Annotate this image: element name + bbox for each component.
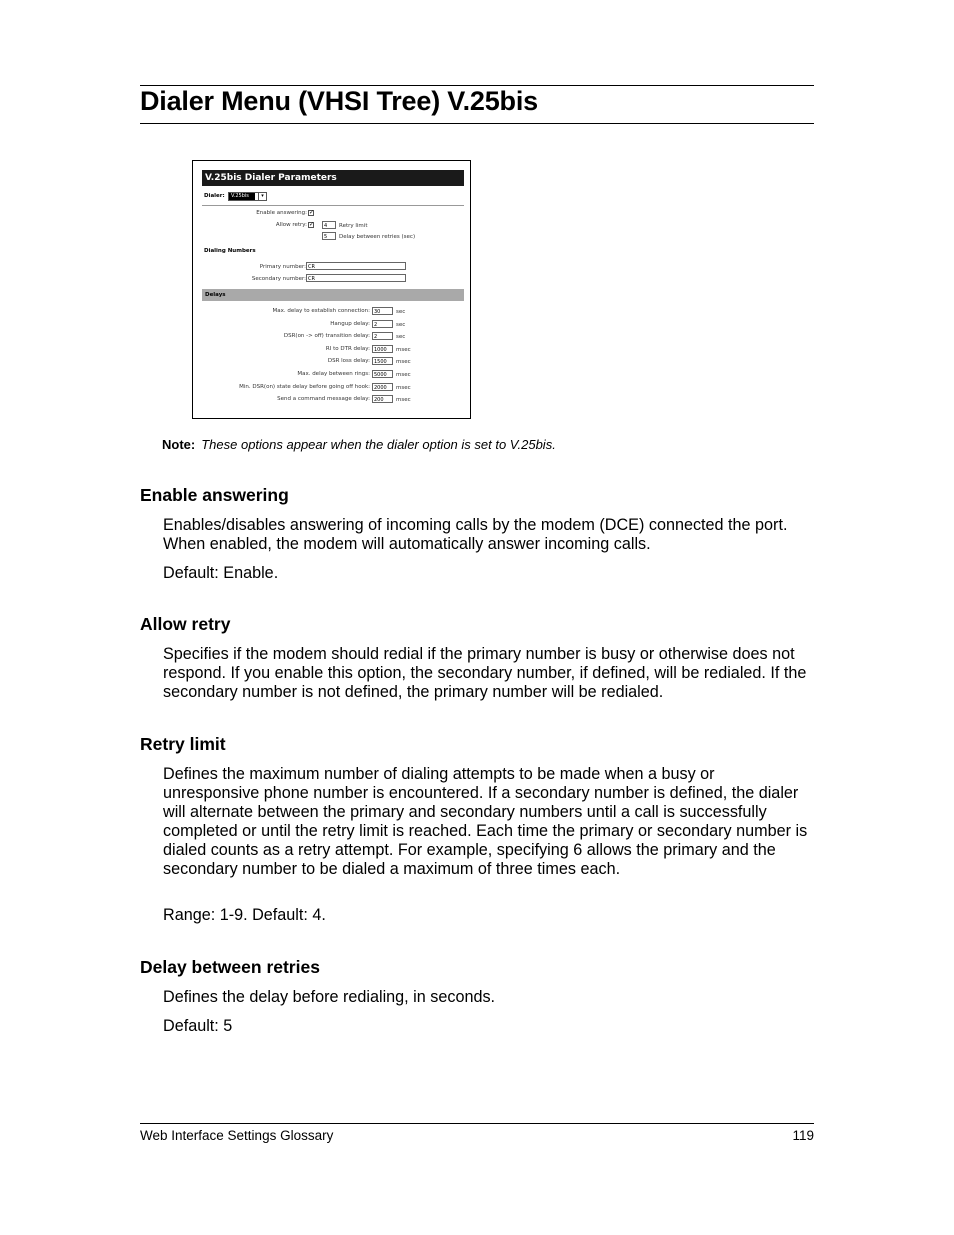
delay-label: Hangup delay: xyxy=(330,320,370,327)
delay-input[interactable]: 2 xyxy=(372,320,393,328)
dialing-numbers-heading: Dialing Numbers xyxy=(204,248,256,254)
delay-input[interactable]: 1500 xyxy=(372,357,393,365)
note xyxy=(162,437,556,452)
page-number: 119 xyxy=(792,1128,814,1143)
dialer-select-value: V.25bis xyxy=(229,193,255,200)
enable-answering-checkbox[interactable]: ✓ xyxy=(309,209,315,216)
section-paragraph: Enables/disables answering of incoming calls by the modem (DCE) connected the port. When enabled, the modem will automatically answer incoming calls. xyxy=(163,516,788,553)
chevron-down-icon: ▾ xyxy=(258,193,266,200)
delay-input[interactable]: 200 xyxy=(372,395,393,403)
footer-title: Web Interface Settings Glossary xyxy=(140,1128,334,1143)
delay-input[interactable]: 30 xyxy=(372,307,393,315)
title-bottom-rule xyxy=(140,123,814,124)
section-heading-enable-answering: Enable answering xyxy=(140,485,289,505)
retry-limit-label: Retry limit xyxy=(339,223,368,229)
section-paragraph: Defines the delay before redialing, in seconds. xyxy=(163,988,496,1006)
page-title: Dialer Menu (VHSI Tree) V.25bis xyxy=(140,86,538,116)
dialer-parameters-screenshot xyxy=(192,160,471,419)
section-paragraph: Default: Enable. xyxy=(163,564,279,582)
delay-label: Min. DSR(on) state delay before going off hook: xyxy=(239,383,370,390)
section-heading-delay-between-retries: Delay between retries xyxy=(140,957,320,977)
delay-between-retries-input[interactable]: 5 xyxy=(322,232,336,240)
delay-unit: sec xyxy=(396,309,406,315)
delay-unit: sec xyxy=(396,334,406,341)
delay-unit: sec xyxy=(396,321,406,328)
dialer-label: Dialer: xyxy=(204,193,225,199)
dialer-select[interactable] xyxy=(228,192,267,201)
delay-input[interactable]: 2 xyxy=(372,332,393,340)
note-text: These options appear when the dialer option is set to V.25bis. xyxy=(201,437,556,452)
delay-between-retries-label: Delay between retries (sec) xyxy=(339,234,416,240)
delay-unit: msec xyxy=(396,346,411,353)
secondary-number-label: Secondary number: xyxy=(251,276,306,282)
delay-unit: msec xyxy=(396,359,411,366)
screenshot-title: V.25bis Dialer Parameters xyxy=(202,170,464,186)
secondary-number-input[interactable]: CR xyxy=(306,274,406,282)
delay-label: Max. delay to establish connection: xyxy=(272,308,370,314)
section-paragraph: Default: 5 xyxy=(163,1017,233,1035)
delay-label: Max. delay between rings: xyxy=(297,371,370,377)
delay-label: DSR(on -> off) transition delay: xyxy=(283,333,370,340)
section-heading-allow-retry: Allow retry xyxy=(140,614,231,634)
delay-input[interactable]: 1000 xyxy=(372,345,393,353)
delay-input[interactable]: 2000 xyxy=(372,383,393,391)
allow-retry-checkbox[interactable]: ✓ xyxy=(309,221,315,228)
note-label: Note: xyxy=(162,437,196,452)
primary-number-input[interactable]: CR xyxy=(306,262,406,270)
delay-label: DSR loss delay: xyxy=(327,358,370,365)
delay-unit: msec xyxy=(396,384,411,391)
delay-input[interactable]: 5000 xyxy=(372,370,393,378)
delay-label: RI to DTR delay: xyxy=(325,345,370,352)
section-heading-retry-limit: Retry limit xyxy=(140,734,226,754)
primary-number-label: Primary number: xyxy=(259,264,306,270)
section-paragraph: Defines the maximum number of dialing attempts to be made when a busy or unresponsive phone number is encountered. If a secondary number is defined, the dialer will alternate between the primary and secondary numbers until a call is successfully completed or until the retry limit is reached. Each time the primary or secondary number is dialed counts as a retry attempt. For example, specifying 6 allows the primary and the secondary number to be dialed a maximum of three times each. xyxy=(163,765,808,878)
delay-label: Send a command message delay: xyxy=(277,396,370,403)
allow-retry-label: Allow retry: xyxy=(275,222,307,228)
delay-unit: msec xyxy=(396,397,411,404)
section-paragraph: Range: 1-9. Default: 4. xyxy=(163,906,326,924)
section-paragraph: Specifies if the modem should redial if the primary number is busy or otherwise does not respond. If you enable this option, the secondary number, if defined, will be redialed. If the secondary number is not defined, the primary number will be redialed. xyxy=(163,645,807,701)
screenshot-divider xyxy=(202,205,464,206)
delays-heading: Delays xyxy=(202,289,464,301)
delay-unit: msec xyxy=(396,372,411,378)
footer-rule xyxy=(140,1123,814,1124)
enable-answering-label: Enable answering: xyxy=(256,210,307,216)
retry-limit-input[interactable]: 4 xyxy=(322,221,336,229)
